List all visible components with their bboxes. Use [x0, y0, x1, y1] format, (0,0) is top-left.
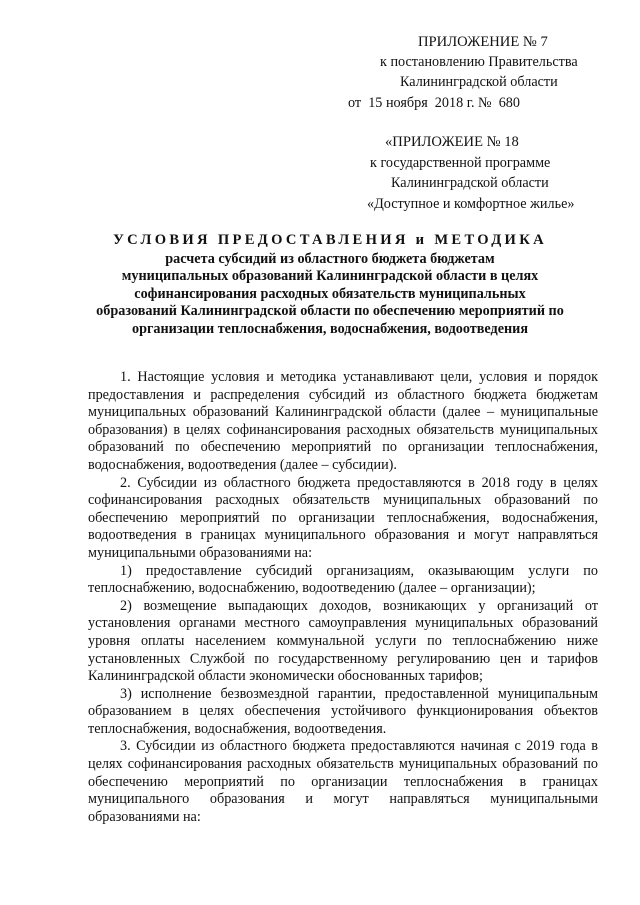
date-day: 15 — [368, 95, 383, 111]
original-appendix-program-ref: к государственной программе — [370, 155, 551, 171]
subparagraph-2-2: 2) возмещение выпадающих доходов, возникающих у организаций от установления органами местного самоуправления муниципальных образований уровня оплаты населением коммунальной услуги по теплоснабжению ниже установленных Службой по государственному регулированию цен и тарифов Калининградской области экономически обоснованных тарифов; — [88, 597, 598, 685]
date-month-year: ноября 2018 г. № — [385, 95, 492, 111]
heading-spaced-title: УСЛОВИЯ ПРЕДОСТАВЛЕНИЯ и МЕТОДИКА — [113, 232, 547, 248]
original-appendix-title: «ПРИЛОЖЕИЕ № 18 — [385, 134, 519, 150]
document-body — [88, 369, 598, 826]
resolution-number: 680 — [498, 95, 520, 111]
appendix-title: ПРИЛОЖЕНИЕ № 7 — [418, 34, 548, 50]
heading-line: софинансирования расходных обязательств муниципальных — [134, 285, 526, 302]
date-prefix: от — [348, 95, 362, 111]
heading-line: муниципальных образований Калининградской области в целях — [121, 268, 539, 285]
subparagraph-2-3: 3) исполнение безвозмездной гарантии, предоставленной муниципальным образованием в целях обеспечения устойчивого функционирования объектов теплоснабжения, водоснабжения, водоотведения. — [88, 685, 598, 737]
heading-line: образований Калининградской области по обеспечению мероприятий по — [96, 303, 564, 320]
original-appendix-region: Калининградской области — [391, 175, 549, 191]
appendix-date-line — [348, 95, 520, 113]
appendix-resolution-ref: к постановлению Правительства — [380, 54, 578, 70]
paragraph-1: 1. Настоящие условия и методика устанавливают цели, условия и порядок предоставления и распределения субсидий из областного бюджета бюджетам муниципальных образований Калининградской области (далее – муниципальные образования) в целях софинансирования расходных обязательств муниципальных образований по обеспечению мероприятий по организации теплоснабжения, водоснабжения, водоотведения (далее – субсидии). — [88, 369, 598, 473]
subparagraph-2-1: 1) предоставление субсидий организациям, оказывающим услуги по теплоснабжению, водоснабжению, водоотведению (далее – организации); — [88, 562, 598, 597]
document-heading — [60, 232, 600, 339]
original-appendix-program-name: «Доступное и комфортное жилье» — [367, 196, 575, 212]
appendix-region: Калининградской области — [400, 74, 558, 90]
heading-line: расчета субсидий из областного бюджета бюджетам — [165, 250, 495, 267]
paragraph-2: 2. Субсидии из областного бюджета предоставляются в 2018 году в целях софинансирования расходных обязательств муниципальных образований по обеспечению мероприятий по организации теплоснабжения, водоснабжения, водоотведения в границах муниципального образования и могут направляться муниципальными образованиями на: — [88, 474, 598, 561]
paragraph-3: 3. Субсидии из областного бюджета предоставляются начиная с 2019 года в целях софинансирования расходных обязательств муниципальных образований по обеспечению мероприятий по организации теплоснабжения в границах муниципального образования и могут направляться муниципальными образованиями на: — [88, 738, 598, 825]
heading-line: организации теплоснабжения, водоснабжения, водоотведения — [131, 320, 529, 337]
